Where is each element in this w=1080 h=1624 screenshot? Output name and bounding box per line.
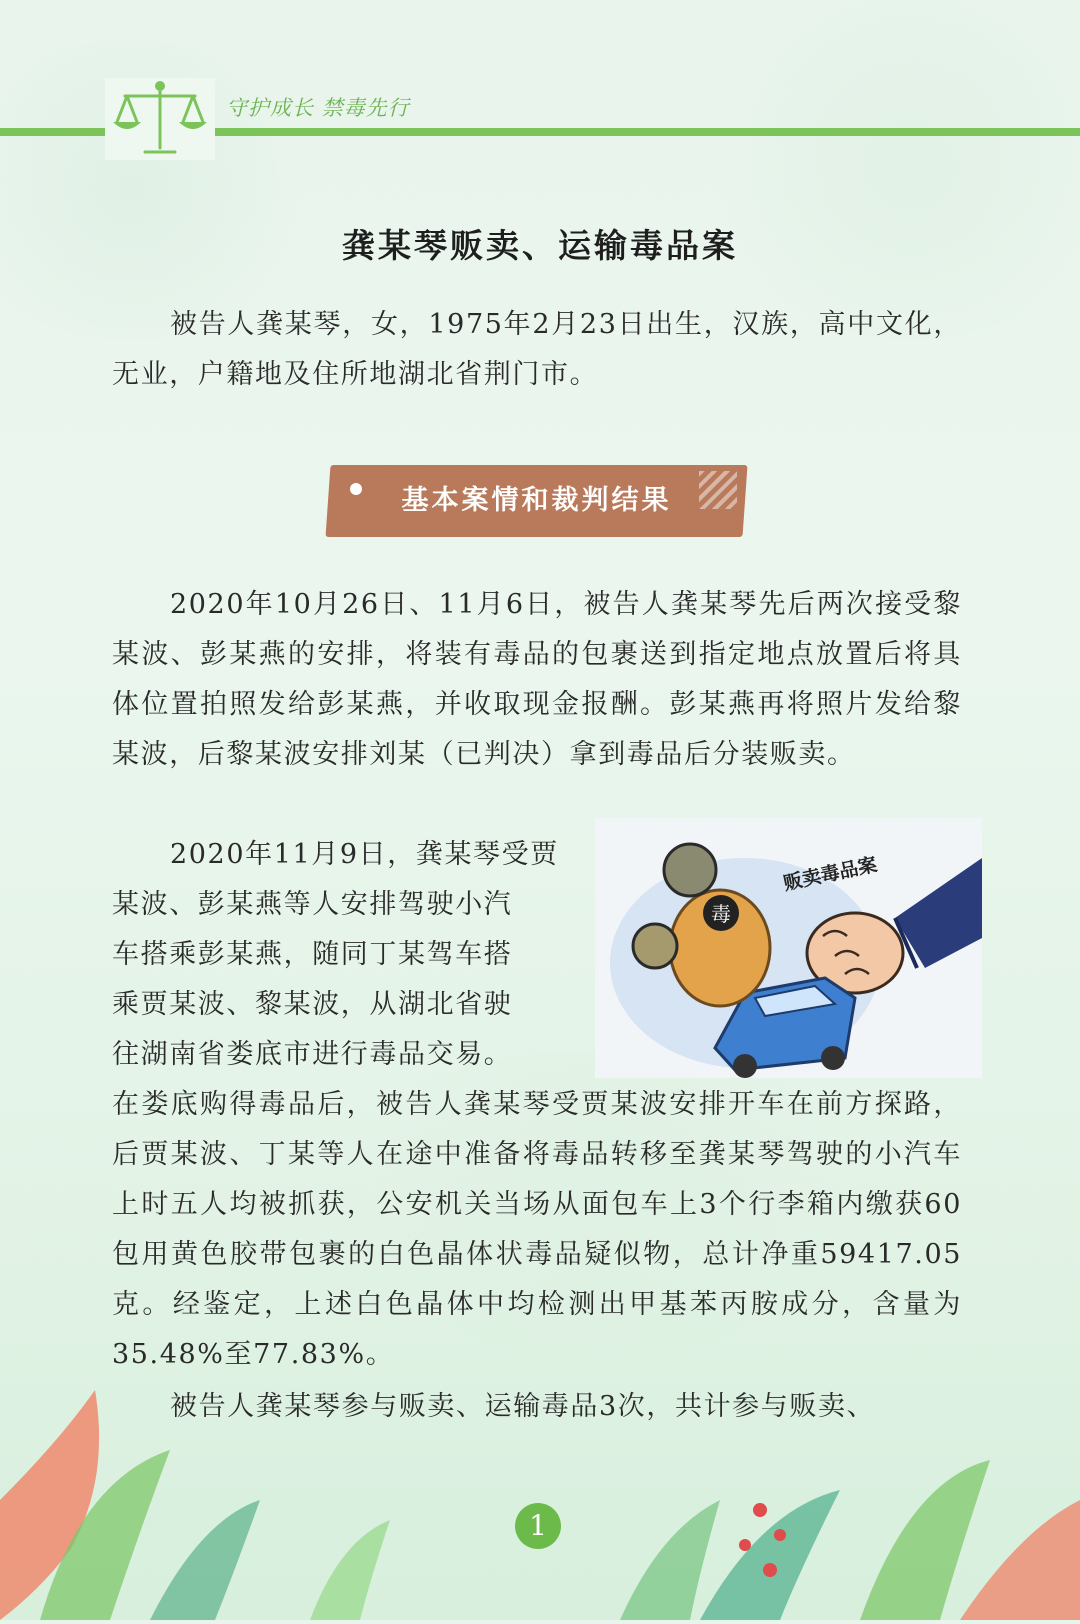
case-paragraph-2-continued: 在娄底购得毒品后，被告人龚某琴受贾某波安排开车在前方探路，后贾某波、丁某等人在途中准备将毒品转移至龚某琴驾驶的小汽车上时五人均被抓获，公安机关当场从面包车上3个行李箱内缴获60包用黄色胶带包裹的白色晶体状毒品疑似物，总计净重59417.05克。经鉴定，上述白色晶体中均检测出甲基苯丙胺成分，含量为35.48%至77.83%。	[112, 1089, 962, 1370]
bag-label: 毒	[711, 902, 731, 926]
drug-case-illustration	[595, 818, 982, 1078]
illustration-sign: 贩卖毒品案	[781, 853, 879, 895]
section-heading-banner	[328, 465, 745, 537]
background-wash	[700, 0, 1080, 340]
text-line: 2020年11月9日，龚某琴受贾	[170, 839, 559, 870]
text-line: 车搭乘彭某燕，随同丁某驾车搭	[112, 939, 513, 970]
section-heading: 基本案情和裁判结果	[401, 485, 672, 516]
header-tagline: 守护成长 禁毒先行	[226, 96, 410, 120]
case-title: 龚某琴贩卖、运输毒品案	[342, 226, 738, 265]
case-paragraph-1: 2020年10月26日、11月6日，被告人龚某琴先后两次接受黎某波、彭某燕的安排，将装有毒品的包裹送到指定地点放置后将具体位置拍照发给彭某燕，并收取现金报酬。彭某燕再将照片发给黎某波，后黎某波安排刘某（已判决）拿到毒品后分装贩卖。	[112, 589, 962, 770]
justice-scale-icon	[105, 78, 215, 160]
case-paragraph-3: 被告人龚某琴参与贩卖、运输毒品3次，共计参与贩卖、	[170, 1391, 876, 1422]
text-line: 往湖南省娄底市进行毒品交易。	[112, 1039, 513, 1070]
case-paragraph-2-wrapped	[112, 830, 582, 1080]
text-line: 某波、彭某燕等人安排驾驶小汽	[112, 889, 513, 920]
foliage-decoration	[0, 1330, 1080, 1620]
text-line: 乘贾某波、黎某波，从湖北省驶	[112, 989, 513, 1020]
intro-paragraph: 被告人龚某琴，女，1975年2月23日出生，汉族，高中文化，无业，户籍地及住所地湖北省荆门市。	[112, 309, 962, 390]
page-number: 1	[515, 1503, 561, 1549]
